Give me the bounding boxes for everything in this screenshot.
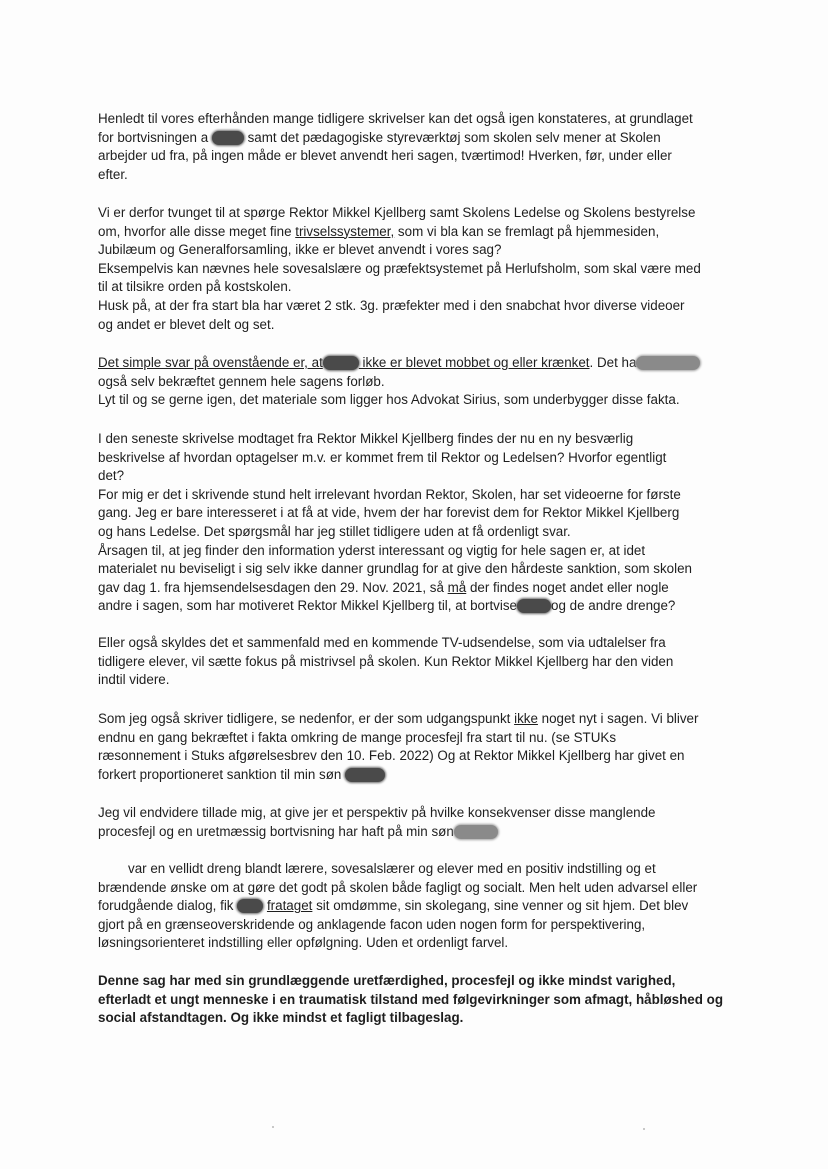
paragraph-3 <box>98 354 738 410</box>
text-line: om, hvorfor alle disse meget fine trivselssystemer, som vi bla kan se fremlagt på hjemmesiden, <box>98 223 660 239</box>
text-line: Denne sag har med sin grundlæggende uretfærdighed, procesfejl og ikke mindst varighed, <box>98 973 676 988</box>
text-line: ræsonnement i Stuks afgørelsesbrev den 10. Feb. 2022) Og at Rektor Mikkel Kjellberg har givet en <box>98 748 685 764</box>
text-line: brændende ønske om at gøre det godt på skolen både fagligt og socialt. Men helt uden advarsel eller <box>98 879 698 895</box>
text-line: Jeg vil endvidere tillade mig, at give jer et perspektiv på hvilke konsekvenser disse manglende <box>98 805 656 820</box>
text-line: forudgående dialog, fik frataget sit omdømme, sin skolegang, sine venner og sit hjem. Det blev <box>98 898 689 914</box>
text-line: efter. <box>98 166 128 182</box>
text-line: beskrivelse af hvordan optagelser m.v. er kommet frem til Rektor og Ledelsen? Hvorfor egentligt <box>98 449 667 465</box>
text-line: var en vellidt dreng blandt lærere, sovesalslærer og elever med en positiv indstilling og et <box>128 861 656 876</box>
text-line: social afstandtagen. Og ikke mindst et fagligt tilbageslag. <box>98 1010 464 1026</box>
text-line: indtil videre. <box>98 672 170 688</box>
paragraph-5 <box>98 634 738 690</box>
redaction-mark <box>454 825 498 839</box>
text-line: Vi er derfor tvunget til at spørge Rektor Mikkel Kjellberg samt Skolens Ledelse og Skolens bestyrelse <box>98 205 696 220</box>
paragraph-6 <box>98 710 738 784</box>
paragraph-4 <box>98 430 738 616</box>
text-line: tidligere elever, vil sætte fokus på mistrivsel på skolen. Kun Rektor Mikkel Kjellberg har den viden <box>98 653 674 669</box>
text-line: Eksempelvis kan nævnes hele sovesalslære og præfektsystemet på Herlufsholm, som skal være med <box>98 260 701 276</box>
text-line: Som jeg også skriver tidligere, se nedenfor, er der som udgangspunkt ikke noget nyt i sagen. Vi bliver <box>98 711 699 726</box>
text-line: det? <box>98 468 125 484</box>
text-line: Det simple svar på ovenstående er, at ikke er blevet mobbet og eller krænket. Det ha <box>98 354 738 373</box>
text-line: gjort på en grænseoverskridende og anklagende facon uden nogen form for perspektivering, <box>98 916 646 932</box>
paragraph-8 <box>98 860 738 953</box>
text-line: andre i sagen, som har motiveret Rektor Mikkel Kjellberg til, at bortvise og de andre drenge? <box>98 598 676 614</box>
text-line: Jubilæum og Generalforsamling, ikke er blevet anvendt i vores sag? <box>98 242 502 258</box>
text-line: materialet nu beviseligt i sig selv ikke danner grundlag for at give den hårdeste sanktion, som skolen <box>98 561 692 577</box>
text-line: løsningsorienteret indstilling eller opfølgning. Uden et ordenligt farvel. <box>98 935 509 951</box>
text-line: Årsagen til, at jeg finder den information yderst interessant og vigtig for hele sagen er, at idet <box>98 542 646 558</box>
paragraph-2 <box>98 204 738 334</box>
redaction-mark <box>345 768 385 782</box>
text-line: For mig er det i skrivende stund helt irrelevant hvordan Rektor, Skolen, har set videoerne for første <box>98 486 681 502</box>
text-line: I den seneste skrivelse modtaget fra Rektor Mikkel Kjellberg findes der nu en ny besværlig <box>98 431 634 446</box>
text-line: og andet er blevet delt og set. <box>98 316 275 332</box>
scan-speck <box>643 1128 645 1130</box>
paragraph-7 <box>98 804 738 841</box>
paragraph-1 <box>98 110 738 184</box>
text-line: til at tilsikre orden på kostskolen. <box>98 279 292 295</box>
text-line: gav dag 1. fra hjemsendelsesdagen den 29. Nov. 2021, så må der findes noget andet eller nogle <box>98 579 669 595</box>
paragraph-9-bold <box>98 972 738 1028</box>
text-line: Eller også skyldes det et sammenfald med en kommende TV-udsendelse, som via udtalelser fra <box>98 635 666 650</box>
scan-speck <box>272 1126 274 1128</box>
text-line: forkert proportioneret sanktion til min søn <box>98 766 738 785</box>
text-line: arbejder ud fra, på ingen måde er blevet anvendt heri sagen, tværtimod! Hverken, før, under eller <box>98 148 672 164</box>
redaction-mark <box>517 599 551 613</box>
text-line: Lyt til og se gerne igen, det materiale som ligger hos Advokat Sirius, som underbygger disse fakta. <box>98 392 680 408</box>
redaction-mark <box>212 131 244 145</box>
text-line: Husk på, at der fra start bla har været 2 stk. 3g. præfekter med i den snabchat hvor diverse videoer <box>98 297 685 313</box>
text-line: procesfejl og en uretmæssig bortvisning har haft på min søn <box>98 823 738 842</box>
text-line: for bortvisningen a samt det pædagogiske styreværktøj som skolen selv mener at Skolen <box>98 129 661 145</box>
text-line: efterladt et ungt menneske i en traumatisk tilstand med følgevirkninger som afmagt, håbløshed og <box>98 991 724 1007</box>
text-line: endnu en gang bekræftet i fakta omkring de mange procesfejl fra start til nu. (se STUKs <box>98 729 617 745</box>
redaction-mark <box>323 356 359 370</box>
text-line: og hans Ledelse. Det spørgsmål har jeg stillet tidligere uden at få ordenligt svar. <box>98 523 571 539</box>
text-line: også selv bekræftet gennem hele sagens forløb. <box>98 373 385 389</box>
text-line: Henledt til vores efterhånden mange tidligere skrivelser kan det også igen konstateres, at grundlaget <box>98 111 693 126</box>
text-line: gang. Jeg er bare interesseret i at få at vide, hvem der har forevist dem for Rektor Mikkel Kjellberg <box>98 505 680 521</box>
redaction-mark <box>237 899 263 913</box>
redaction-mark <box>636 356 700 370</box>
